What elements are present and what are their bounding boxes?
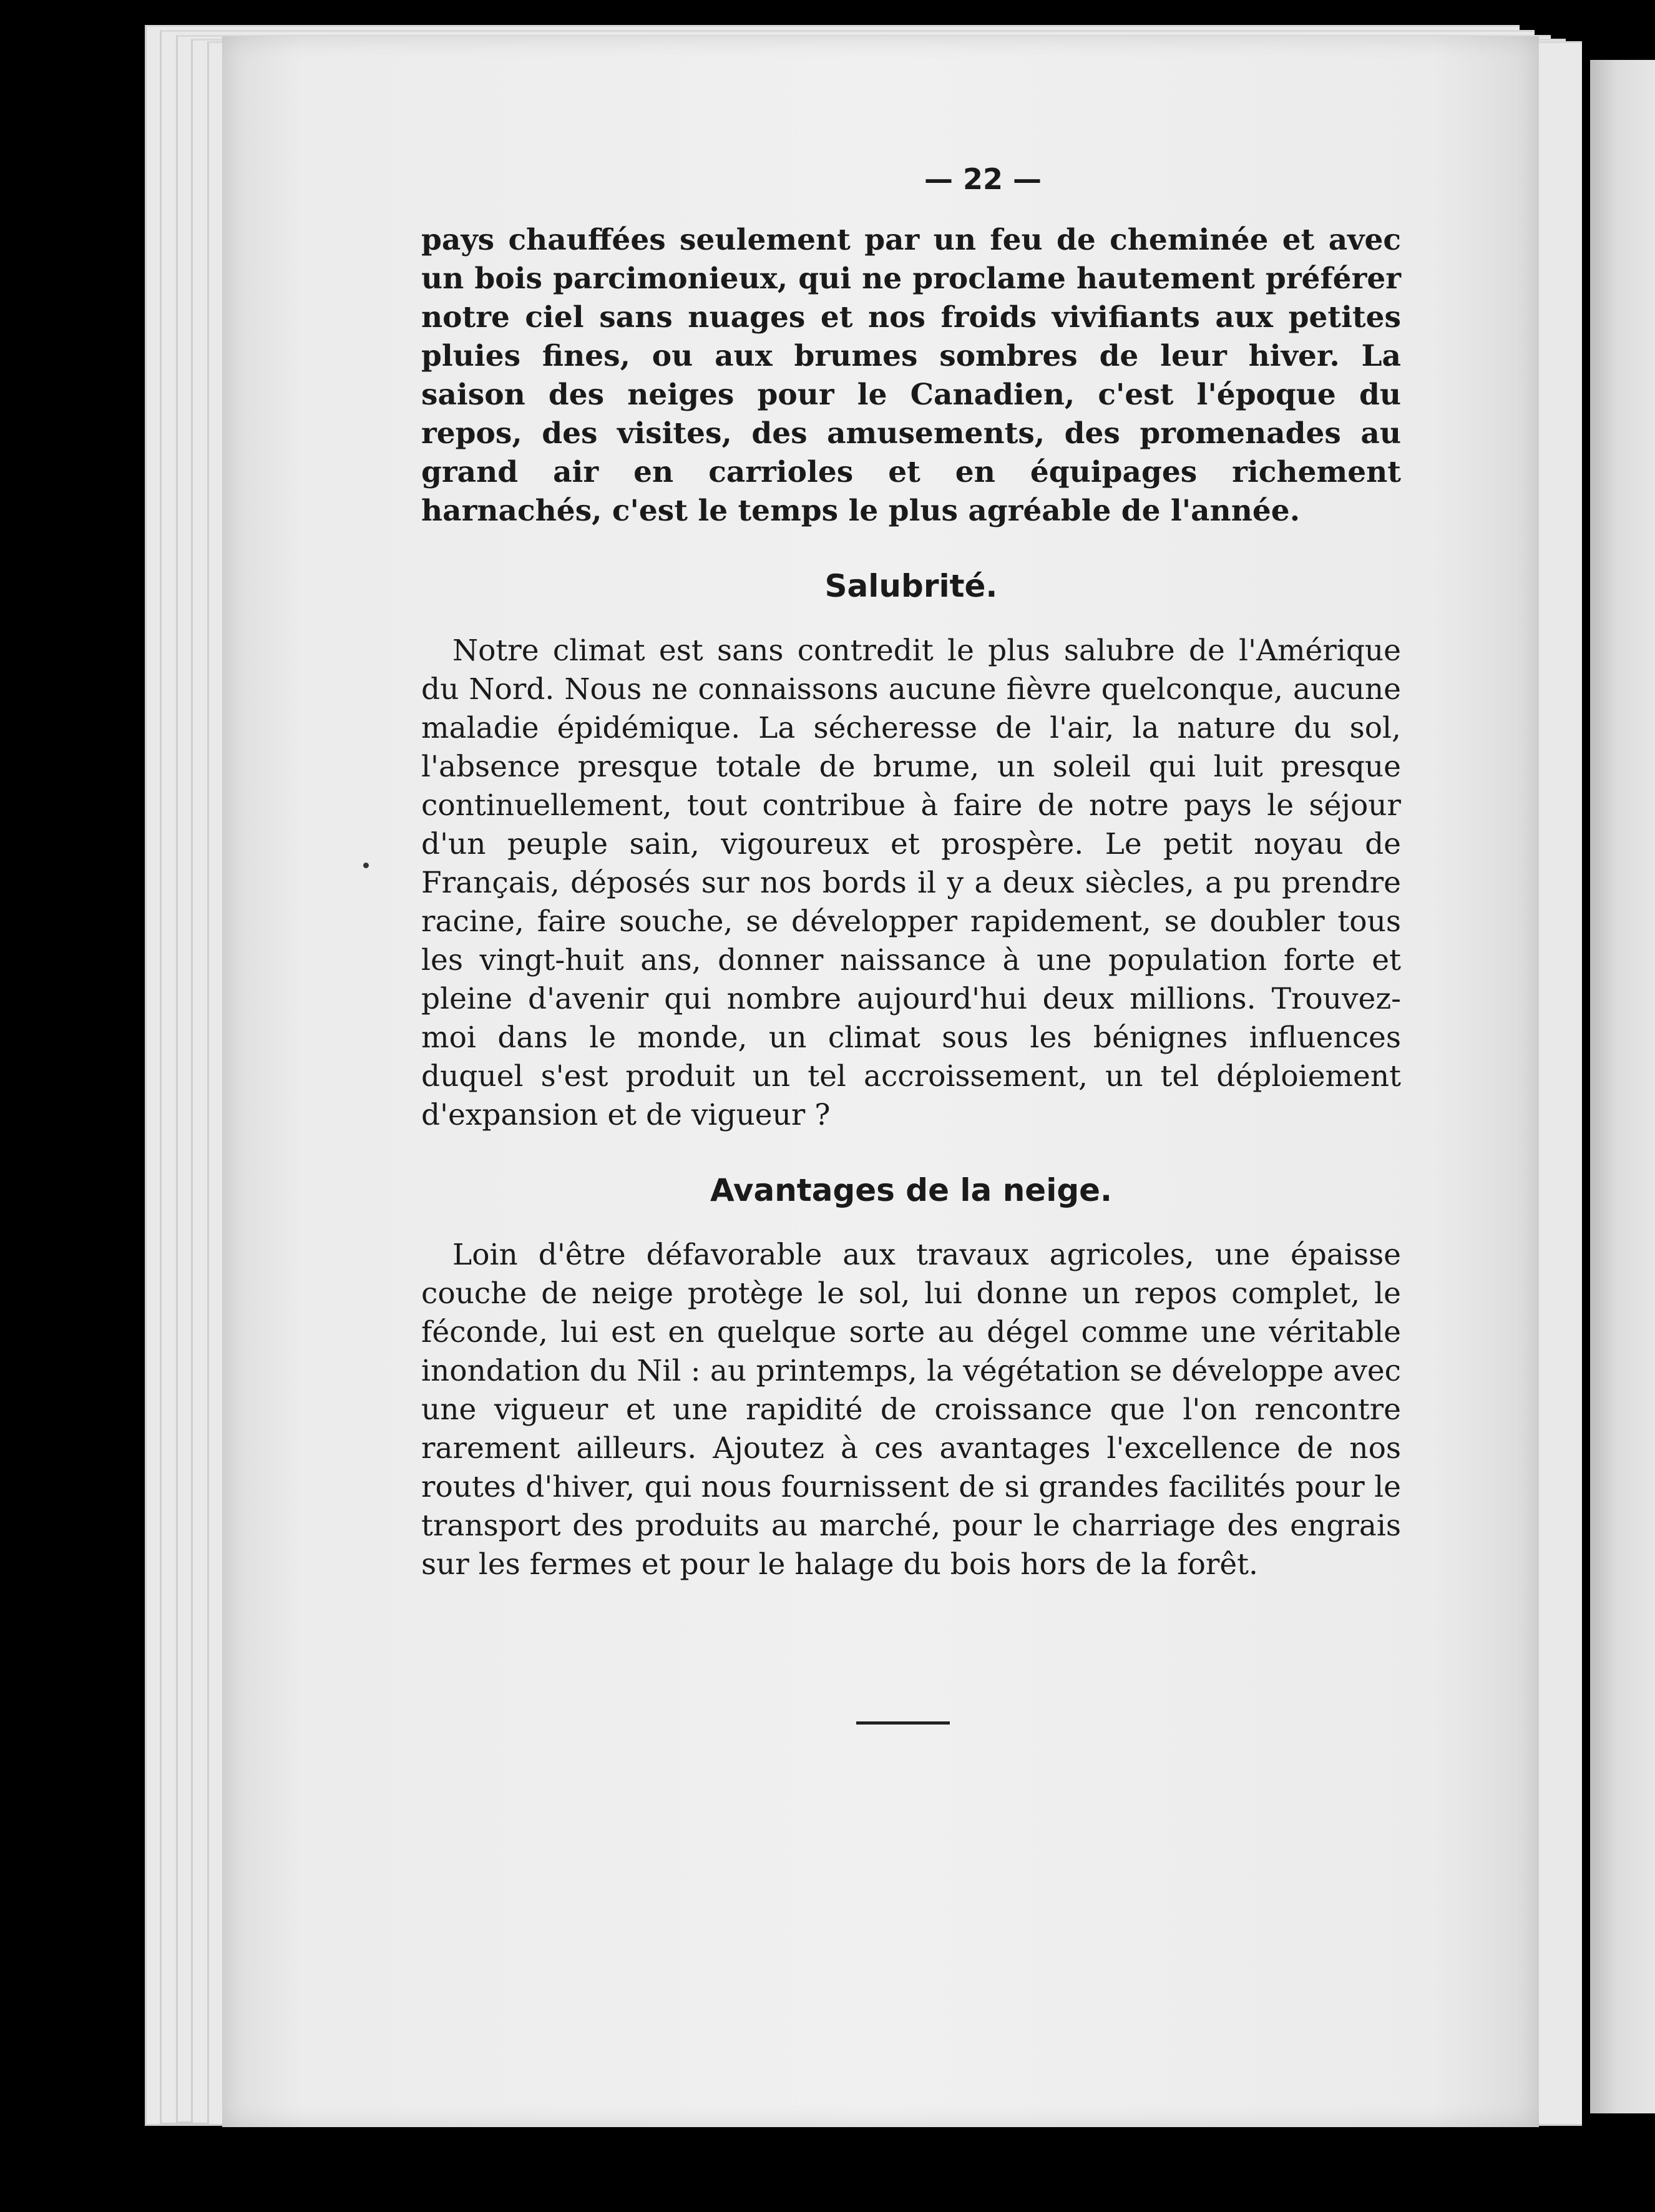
continuation-paragraph: pays chauffées seulement par un feu de cheminée et avec un bois parcimonieux, qui ne proclame hautement préférer notre ciel sans nuages et nos froids vivifiants aux petites pluies fines, ou aux brumes sombres de leur hiver. La saison des neiges pour le Canadien, c'est l'époque du repos, des visites, des amusements, des promenades au grand air en carrioles et en équipages richement harnachés, c'est le temps le plus agréable de l'année. xyxy=(421,223,1401,528)
facing-page-edge xyxy=(1590,60,1655,2113)
section-title-salubrite: Salubrité. xyxy=(824,568,998,604)
page-number: — 22 — xyxy=(924,162,1042,196)
section-paragraph-salubrite: Notre climat est sans contredit le plus salubre de l'Amérique du Nord. Nous ne connaissons aucune fièvre quelconque, aucune maladie épidémique. La sécheresse de l'air, la nature du sol, l'absence presque totale de brume, un soleil qui luit presque continuellement, tout contribue à faire de notre pays le séjour d'un peuple sain, vigoureux et prospère. Le petit noyau de Français, déposés sur nos bords il y a deux siècles, a pu prendre racine, faire souche, se développer rapidement, se doubler tous les vingt-huit ans, donner naissance à une population forte et pleine d'avenir qui nombre aujourd'hui deux millions. Trouvez-moi dans le monde, un climat sous les bénignes influences duquel s'est produit un tel accroissement, un tel déploiement d'expansion et de vigueur ? xyxy=(421,634,1401,1132)
page-text xyxy=(421,162,1401,1584)
section-paragraph-avantages: Loin d'être défavorable aux travaux agricoles, une épaisse couche de neige protège le sol, lui donne un repos complet, le féconde, lui est en quelque sorte au dégel comme une véritable inondation du Nil : au printemps, la végétation se développe avec une vigueur et une rapidité de croissance que l'on rencontre rarement ailleurs. Ajoutez à ces avantages l'excellence de nos routes d'hiver, qui nous fournissent de si grandes facilités pour le transport des produits au marché, pour le charriage des engrais sur les fermes et pour le halage du bois hors de la forêt. xyxy=(421,1238,1401,1582)
end-rule xyxy=(856,1721,950,1725)
scan-speck xyxy=(363,863,369,868)
section-title-avantages: Avantages de la neige. xyxy=(710,1172,1113,1208)
